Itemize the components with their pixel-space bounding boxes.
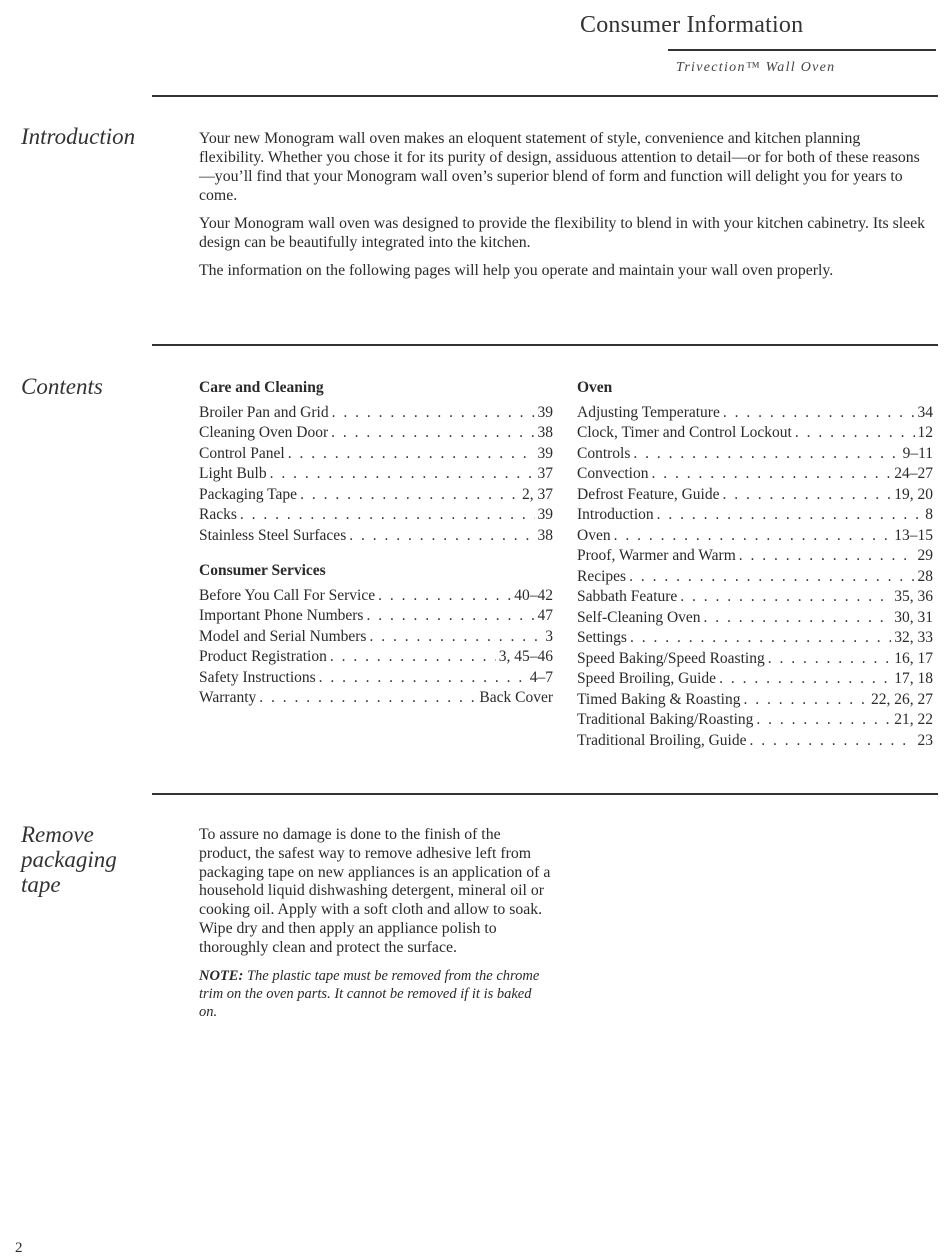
introduction-body: [199, 129, 929, 289]
toc-entry-label: Defrost Feature, Guide: [577, 485, 720, 503]
toc-dot-leader: [369, 627, 542, 648]
toc-entry-label: Recipes: [577, 567, 627, 585]
toc-entry-label: Speed Broiling, Guide: [577, 670, 717, 687]
toc-entry-label: Controls: [577, 444, 631, 462]
toc-dot-leader: [768, 649, 892, 670]
toc-entry-page: 16, 17: [894, 649, 933, 667]
toc-entry: [577, 464, 933, 485]
toc-entry-label: Timed Baking & Roasting: [577, 690, 741, 708]
section-divider-contents: [152, 344, 938, 346]
toc-entry: [199, 505, 553, 526]
toc-entry-page: 34: [917, 403, 933, 421]
toc-entry: [199, 586, 553, 607]
toc-entry-page: 40–42: [514, 586, 553, 604]
toc-entry: [577, 587, 933, 608]
toc-entry-page: 38: [537, 424, 553, 441]
toc-dot-leader: [349, 526, 534, 547]
toc-entry: [199, 526, 553, 547]
toc-entry-label: Proof, Warmer and Warm: [577, 547, 736, 564]
toc-entry-page: 2, 37: [522, 485, 553, 503]
toc-entry: [199, 485, 553, 506]
toc-entry: [577, 526, 933, 547]
introduction-heading: Introduction: [21, 124, 136, 149]
toc-entry-page: 38: [537, 526, 553, 544]
toc-entry-page: 39: [537, 444, 553, 462]
toc-dot-leader: [332, 403, 535, 424]
toc-entry-label: Packaging Tape: [199, 485, 298, 503]
toc-dot-leader: [651, 464, 891, 485]
toc-entry-label: Traditional Baking/Roasting: [577, 711, 754, 728]
toc-entry: [577, 423, 933, 444]
toc-dot-leader: [614, 526, 892, 547]
toc-entry: [199, 403, 553, 424]
toc-entry-page: 23: [917, 731, 933, 749]
toc-entry: [577, 731, 933, 752]
toc-dot-leader: [378, 586, 511, 607]
toc-dot-leader: [629, 567, 914, 588]
toc-entry: [577, 485, 933, 506]
toc-entry: [577, 546, 933, 567]
toc-entry-label: Racks: [199, 506, 237, 523]
toc-dot-leader: [366, 606, 534, 627]
toc-dot-leader: [259, 688, 476, 709]
toc-entry: [577, 608, 933, 629]
toc-entry: [199, 627, 553, 648]
toc-dot-leader: [331, 423, 534, 444]
toc-entry: [577, 649, 933, 670]
consumer-services-list: [199, 586, 553, 709]
toc-entry-page: 39: [537, 506, 553, 523]
toc-dot-leader: [240, 505, 535, 526]
toc-dot-leader: [657, 505, 923, 526]
toc-entry: [199, 464, 553, 485]
toc-dot-leader: [630, 628, 891, 649]
toc-entry: [577, 690, 933, 711]
toc-dot-leader: [756, 710, 891, 731]
section-divider-introduction: [152, 95, 938, 97]
toc-entry: [577, 505, 933, 526]
toc-entry-page: 9–11: [902, 444, 933, 462]
note-label: NOTE:: [199, 967, 244, 984]
toc-entry-label: Safety Instructions: [199, 668, 316, 686]
toc-entry-label: Traditional Broiling, Guide: [577, 731, 747, 749]
toc-entry-page: 29: [917, 547, 933, 564]
toc-dot-leader: [680, 587, 891, 608]
toc-entry: [199, 444, 553, 465]
toc-dot-leader: [723, 403, 915, 424]
toc-entry: [577, 669, 933, 690]
toc-entry: [577, 567, 933, 588]
header-divider: [668, 49, 936, 51]
toc-dot-leader: [704, 608, 892, 629]
toc-entry-page: 21, 22: [894, 711, 933, 728]
toc-dot-leader: [795, 423, 915, 444]
toc-entry-label: Cleaning Oven Door: [199, 424, 329, 441]
toc-entry-page: 39: [537, 403, 553, 421]
toc-dot-leader: [743, 690, 868, 711]
oven-list: [577, 403, 933, 752]
toc-entry-page: 28: [917, 567, 933, 585]
toc-entry-label: Control Panel: [199, 444, 285, 462]
toc-entry-label: Stainless Steel Surfaces: [199, 526, 347, 544]
toc-dot-leader: [739, 546, 915, 567]
section-divider-remove-tape: [152, 793, 938, 795]
contents-heading: Contents: [21, 374, 103, 399]
toc-entry-label: Sabbath Feature: [577, 588, 678, 605]
toc-entry: [199, 606, 553, 627]
toc-entry-label: Warranty: [199, 689, 257, 706]
toc-entry: [577, 710, 933, 731]
toc-entry: [577, 444, 933, 465]
toc-entry-page: 37: [537, 465, 553, 482]
toc-entry-page: 13–15: [894, 526, 933, 544]
toc-dot-leader: [719, 669, 891, 690]
oven-title: Oven: [577, 379, 613, 396]
toc-entry-page: Back Cover: [479, 689, 553, 706]
toc-entry-page: 24–27: [894, 465, 933, 482]
toc-entry: [199, 423, 553, 444]
toc-entry-page: 4–7: [529, 668, 553, 686]
toc-entry-page: 17, 18: [894, 670, 933, 687]
toc-entry-label: Adjusting Temperature: [577, 403, 720, 421]
introduction-paragraph: Your Monogram wall oven was designed to provide the flexibility to blend in with your kitchen cabinetry. Its sleek design can be beautifully integrated into the kitchen.: [199, 215, 926, 251]
page-header-title: Consumer Information: [580, 12, 804, 38]
toc-entry-page: 30, 31: [894, 608, 933, 626]
toc-dot-leader: [750, 731, 915, 752]
toc-entry-page: 12: [917, 424, 933, 441]
toc-entry-page: 8: [925, 506, 933, 523]
toc-entry-page: 19, 20: [894, 485, 933, 503]
toc-entry-label: Clock, Timer and Control Lockout: [577, 424, 792, 441]
toc-entry: [577, 403, 933, 424]
toc-dot-leader: [633, 444, 899, 465]
remove-tape-paragraph: To assure no damage is done to the finish of the product, the safest way to remove adhesive left from packaging tape on new appliances is an application of a household liquid dishwashing detergent, mineral oil or cooking oil. Apply with a soft cloth and allow to soak. Wipe dry and then apply an appliance polish to thoroughly clean and protect the surface.: [199, 826, 551, 956]
toc-entry-label: Self-Cleaning Oven: [577, 608, 701, 626]
remove-tape-note: [199, 967, 551, 1021]
toc-entry-label: Speed Baking/Speed Roasting: [577, 649, 765, 667]
page-header-subtitle: Trivection™ Wall Oven: [676, 60, 836, 75]
toc-dot-leader: [288, 444, 535, 465]
care-and-cleaning-list: [199, 403, 553, 547]
toc-entry-label: Settings: [577, 629, 627, 646]
toc-dot-leader: [300, 485, 519, 506]
toc-entry-page: 32, 33: [894, 629, 933, 646]
toc-entry: [199, 668, 553, 689]
remove-tape-heading-line: tape: [21, 872, 61, 897]
toc-entry: [577, 628, 933, 649]
consumer-services-title: Consumer Services: [199, 562, 326, 579]
contents-right-column: [577, 378, 933, 751]
toc-entry-label: Model and Serial Numbers: [199, 627, 367, 645]
remove-tape-heading: [21, 822, 117, 897]
toc-dot-leader: [330, 647, 496, 668]
toc-entry-label: Product Registration: [199, 648, 327, 665]
toc-entry-page: 35, 36: [894, 588, 933, 605]
care-and-cleaning-title: Care and Cleaning: [199, 379, 324, 396]
contents-left-column: [199, 378, 553, 709]
remove-tape-heading-line: packaging: [21, 847, 117, 872]
introduction-paragraph: Your new Monogram wall oven makes an eloquent statement of style, convenience and kitchen planning flexibility. Whether you chose it for its purity of design, assiduous attention to detail—or for both of these reasons—you’ll find that your Monogram wall oven’s superior blend of form and function will delight you for years to come.: [199, 130, 920, 204]
toc-entry-page: 47: [537, 607, 553, 624]
remove-tape-body: [199, 826, 551, 1030]
toc-dot-leader: [270, 464, 535, 485]
note-text: The plastic tape must be removed from the chrome trim on the oven parts. It cannot be removed if it is baked on.: [199, 967, 540, 1020]
introduction-paragraph: The information on the following pages will help you operate and maintain your wall oven properly.: [199, 262, 834, 279]
toc-entry-label: Broiler Pan and Grid: [199, 403, 329, 421]
remove-tape-heading-line: Remove: [21, 822, 94, 847]
toc-entry: [199, 688, 553, 709]
page-number: 2: [15, 1240, 23, 1256]
toc-dot-leader: [722, 485, 891, 506]
toc-entry-label: Introduction: [577, 506, 654, 523]
toc-entry-label: Before You Call For Service: [199, 586, 376, 604]
toc-entry-label: Convection: [577, 465, 649, 482]
toc-dot-leader: [319, 668, 527, 689]
toc-entry: [199, 647, 553, 668]
toc-entry-label: Light Bulb: [199, 465, 267, 482]
toc-entry-label: Oven: [577, 526, 611, 544]
toc-entry-page: 3, 45–46: [498, 648, 553, 665]
toc-entry-page: 3: [545, 627, 553, 645]
toc-entry-page: 22, 26, 27: [871, 690, 933, 708]
toc-entry-label: Important Phone Numbers: [199, 607, 364, 624]
